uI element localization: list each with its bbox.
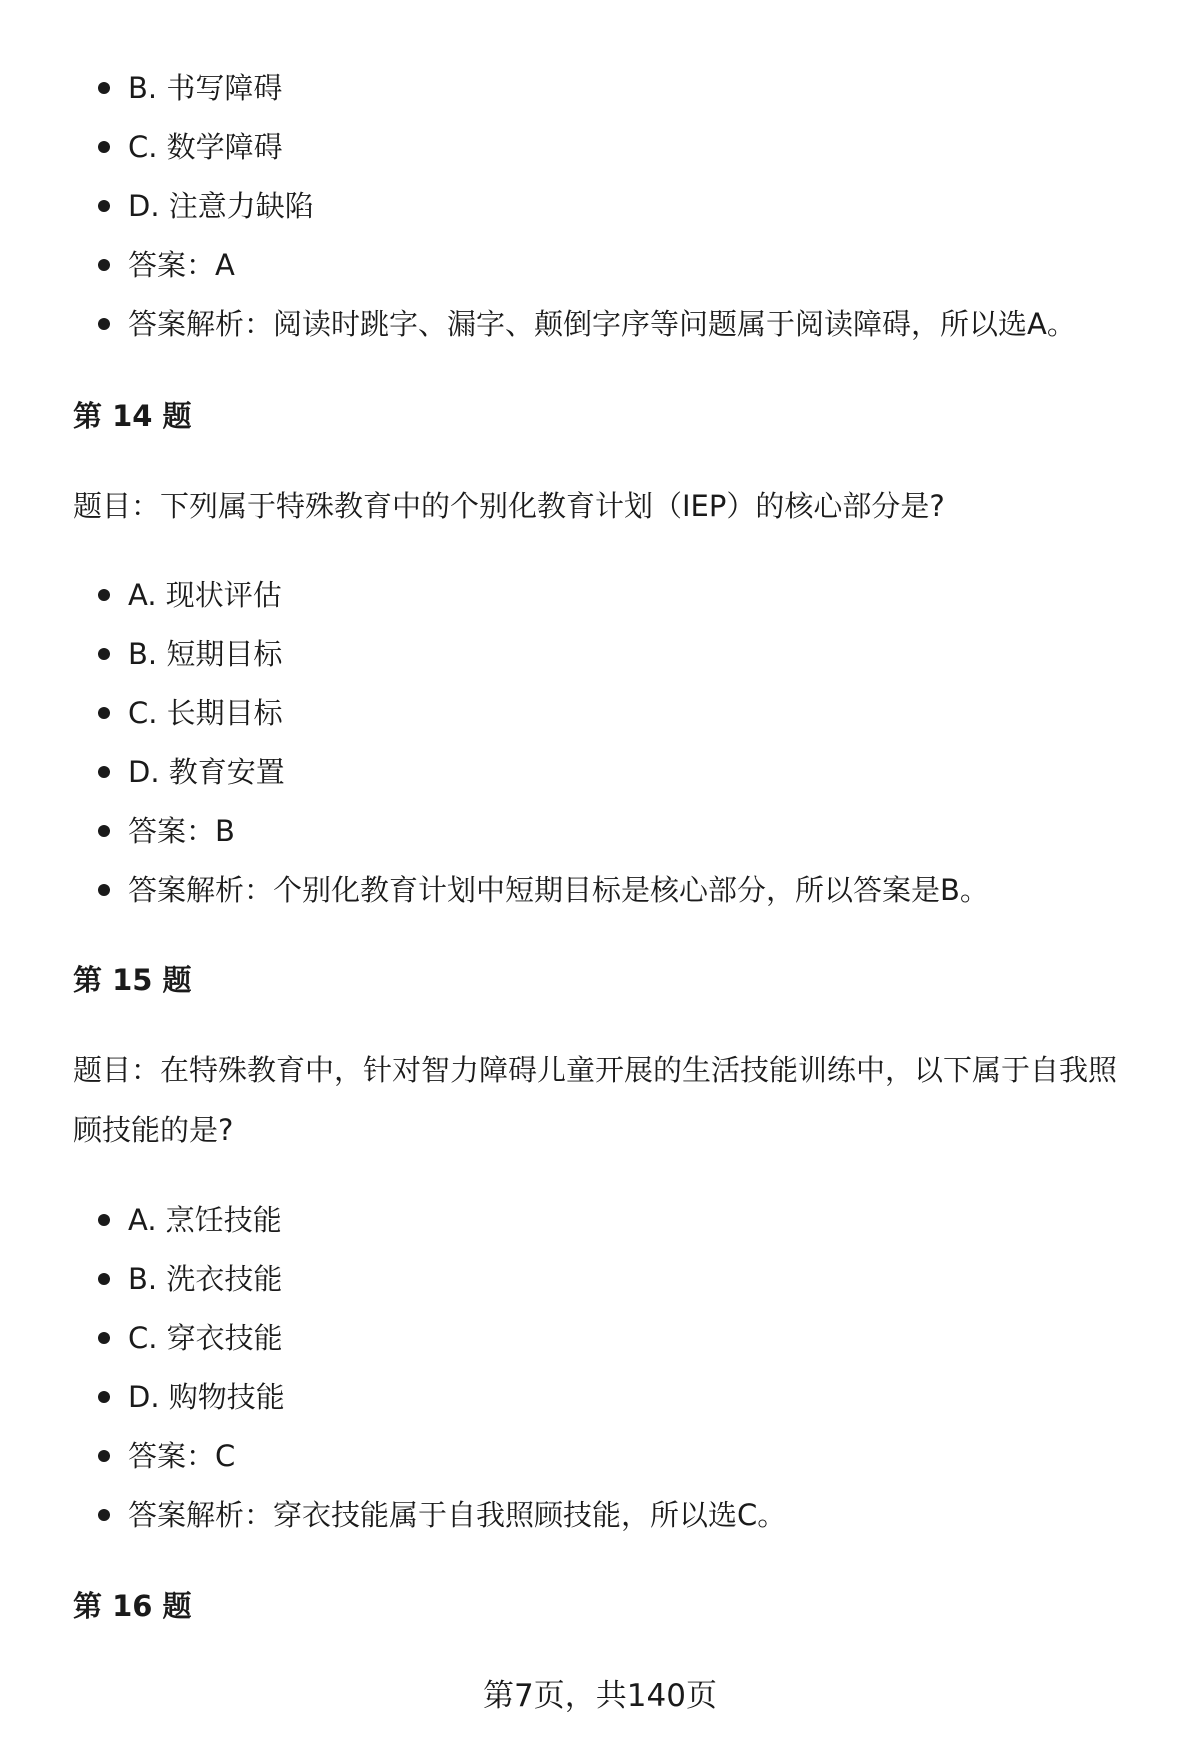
option-d-text: D. 购物技能 [128, 1380, 285, 1414]
option-b-text: B. 书写障碍 [128, 71, 283, 105]
list-item [0, 742, 1200, 802]
option-b-text: B. 短期目标 [128, 637, 283, 671]
option-a-text: A. 烹饪技能 [128, 1203, 282, 1237]
question-heading: 第 15 题 [73, 963, 192, 997]
bullet-icon [98, 1391, 110, 1403]
option-c-text: C. 长期目标 [128, 696, 283, 730]
bullet-icon [98, 259, 110, 271]
question-heading: 第 14 题 [73, 399, 192, 433]
list-item [0, 860, 1200, 920]
list-item [0, 1308, 1200, 1368]
bullet-icon [98, 1214, 110, 1226]
option-d-text: D. 注意力缺陷 [128, 189, 314, 223]
question-heading: 第 16 题 [73, 1589, 192, 1623]
answer-text: 答案：C [128, 1439, 236, 1473]
bullet-icon [98, 884, 110, 896]
list-item [0, 1190, 1200, 1250]
list-item [0, 117, 1200, 177]
bullet-icon [98, 589, 110, 601]
bullet-icon [98, 766, 110, 778]
option-a-text: A. 现状评估 [128, 578, 282, 612]
question-stem-line-2: 顾技能的是? [73, 1113, 234, 1147]
list-item [0, 1426, 1200, 1486]
bullet-icon [98, 200, 110, 212]
bullet-icon [98, 648, 110, 660]
bullet-icon [98, 318, 110, 330]
list-item [0, 1367, 1200, 1427]
bullet-icon [98, 1332, 110, 1344]
list-item [0, 1485, 1200, 1545]
list-item [0, 624, 1200, 684]
list-item [0, 801, 1200, 861]
list-item [0, 565, 1200, 625]
question-stem-line-1: 题目：在特殊教育中，针对智力障碍儿童开展的生活技能训练中，以下属于自我照 [73, 1053, 1118, 1087]
list-item [0, 1249, 1200, 1309]
explanation-text: 答案解析：个别化教育计划中短期目标是核心部分，所以答案是B。 [128, 873, 989, 907]
bullet-icon [98, 1509, 110, 1521]
answer-text: 答案：B [128, 814, 235, 848]
list-item [0, 235, 1200, 295]
option-b-text: B. 洗衣技能 [128, 1262, 283, 1296]
list-item [0, 683, 1200, 743]
bullet-icon [98, 825, 110, 837]
list-item [0, 58, 1200, 118]
list-item [0, 294, 1200, 354]
page-number-footer: 第7页，共140页 [483, 1678, 717, 1714]
bullet-icon [98, 141, 110, 153]
option-c-text: C. 穿衣技能 [128, 1321, 283, 1355]
bullet-icon [98, 1273, 110, 1285]
option-c-text: C. 数学障碍 [128, 130, 283, 164]
explanation-text: 答案解析：穿衣技能属于自我照顾技能，所以选C。 [128, 1498, 787, 1532]
list-item [0, 176, 1200, 236]
bullet-icon [98, 82, 110, 94]
explanation-text: 答案解析：阅读时跳字、漏字、颠倒字序等问题属于阅读障碍，所以选A。 [128, 307, 1076, 341]
bullet-icon [98, 1450, 110, 1462]
bullet-icon [98, 707, 110, 719]
question-stem: 题目：下列属于特殊教育中的个别化教育计划（IEP）的核心部分是? [73, 489, 945, 523]
answer-text: 答案：A [128, 248, 235, 282]
option-d-text: D. 教育安置 [128, 755, 285, 789]
